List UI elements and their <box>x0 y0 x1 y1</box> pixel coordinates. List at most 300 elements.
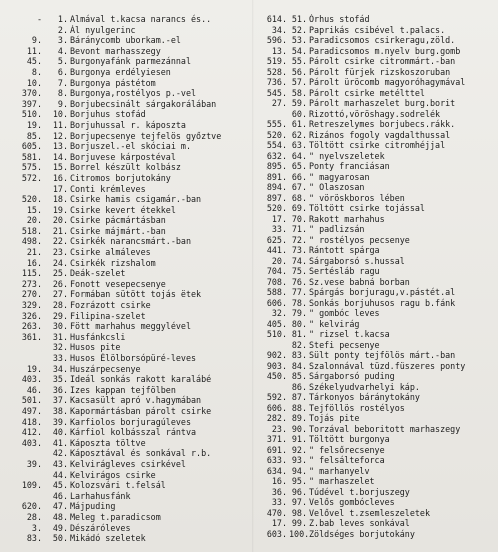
item-number: 54. <box>291 45 307 56</box>
list-item <box>2 268 254 279</box>
item-number: 80. <box>291 318 307 329</box>
list-item <box>255 308 498 319</box>
list-item <box>255 455 498 466</box>
dish-name: Párolt fürjek rizskoszoruban <box>309 66 451 77</box>
recipe-page-number: 708. <box>266 276 287 287</box>
recipe-page-number: 27. <box>271 98 287 108</box>
list-item <box>2 14 254 25</box>
list-item <box>2 131 254 142</box>
recipe-page-number: 17. <box>271 518 287 528</box>
item-number: 44. <box>52 469 68 480</box>
recipe-page-number: 528. <box>266 66 287 77</box>
item-number: 56. <box>291 66 307 77</box>
item-number: 48. <box>52 511 68 522</box>
dish-name: Rizános fogoly vagdalthussal <box>309 129 451 140</box>
recipe-page-number: 412. <box>21 427 42 438</box>
item-number: 50. <box>52 533 68 544</box>
list-item <box>255 277 498 288</box>
dish-name: Sonkás borjuhusos ragu b.fánk <box>309 297 456 308</box>
recipe-page-number: 572. <box>21 172 42 183</box>
list-item <box>2 78 254 89</box>
item-number: 65. <box>291 161 307 171</box>
item-number: 100. <box>289 528 310 539</box>
list-item <box>2 512 254 523</box>
dish-name: Rizottó,vöröshagy.sodrelék <box>309 108 441 119</box>
list-item <box>255 140 498 151</box>
recipe-page-number: 519. <box>266 56 287 66</box>
list-item <box>255 245 498 256</box>
item-number: 42. <box>52 448 68 459</box>
recipe-page-number: 371. <box>266 434 287 444</box>
item-number: 20. <box>52 215 68 226</box>
dish-name: Csirke májmárt.-ban <box>70 225 166 236</box>
dish-name: Conti krémleves <box>70 183 146 194</box>
list-item <box>255 130 498 141</box>
item-number: 15. <box>52 162 68 173</box>
item-number: 96. <box>291 486 307 497</box>
dish-name: Velős gombócleves <box>309 497 395 507</box>
recipe-page-number: 625. <box>266 234 287 245</box>
list-item <box>255 487 498 498</box>
list-item <box>255 298 498 309</box>
item-number: 73. <box>291 245 307 255</box>
recipe-page-number: 470. <box>266 507 287 518</box>
list-item <box>2 67 254 78</box>
dish-name: Deák-szelet <box>70 268 126 279</box>
dish-name: Borjuhus stofád <box>70 109 146 120</box>
dish-name: " felsőrecsenye <box>309 444 385 455</box>
item-number: 21. <box>52 225 68 236</box>
list-item <box>255 434 498 445</box>
item-number: 19. <box>52 204 68 215</box>
recipe-page-number: 633. <box>266 455 287 465</box>
recipe-page-number: 405. <box>266 318 287 329</box>
item-number: 11. <box>52 119 68 130</box>
dish-name: Burgonya erdélyiesen <box>70 66 171 77</box>
dish-name: Sárgaborsó puding <box>309 371 395 381</box>
recipe-page-number: 11. <box>26 45 42 56</box>
list-item <box>255 497 498 508</box>
item-number: 16. <box>52 172 68 183</box>
list-item <box>2 247 254 258</box>
list-item <box>2 152 254 163</box>
list-item <box>2 141 254 152</box>
recipe-page-number: 555. <box>266 119 287 129</box>
list-item <box>2 459 254 470</box>
list-item <box>255 182 498 193</box>
recipe-page-number: 403. <box>21 374 42 385</box>
dish-name: Töltött csirke citromhéjjal <box>309 140 446 150</box>
dish-name: Borjupecsenye tejfelös győztve <box>70 130 222 141</box>
item-number: 52. <box>291 24 307 35</box>
item-number: 18. <box>52 194 68 205</box>
list-item <box>2 88 254 99</box>
dish-name: Larhahusfánk <box>70 490 131 501</box>
item-number: 68. <box>291 192 307 203</box>
item-number: 28. <box>52 300 68 311</box>
list-item <box>2 533 254 544</box>
item-number: 37. <box>52 395 68 406</box>
dish-name: Tárkonyos báránytokány <box>309 392 420 402</box>
recipe-page-number: 23. <box>271 423 287 434</box>
item-number: 81. <box>291 329 307 339</box>
dish-name: Csirke almáleves <box>70 247 151 258</box>
dish-name: Burgonyafánk parmezánnal <box>70 56 192 67</box>
item-number: 3. <box>57 35 68 46</box>
dish-name: Bevont marhasszegy <box>70 45 161 56</box>
dish-name: " vöröskboros lében <box>309 192 405 203</box>
item-number: 10. <box>52 109 68 120</box>
item-number: 72. <box>291 234 307 245</box>
dish-name: Sertésláb ragu <box>309 266 380 276</box>
item-number: 14. <box>52 151 68 162</box>
list-item <box>255 98 498 109</box>
recipe-page-number: 606. <box>266 402 287 413</box>
item-number: 78. <box>291 297 307 308</box>
list-item <box>255 266 498 277</box>
dish-name: Báránycomb uborkam.-el <box>70 35 181 46</box>
dish-name: Borjubecsinált sárgakorálában <box>70 98 217 109</box>
dish-name: " gombóc leves <box>309 308 380 318</box>
list-item <box>2 448 254 459</box>
list-item <box>255 466 498 477</box>
recipe-page-number: 28. <box>26 511 42 522</box>
list-item <box>2 427 254 438</box>
list-item <box>255 319 498 330</box>
dish-name: Párolt csirke citrommárt.-ban <box>309 56 456 66</box>
dish-name: " marhanyelv <box>309 465 370 476</box>
item-number: 25. <box>52 268 68 279</box>
item-number: 83. <box>291 350 307 360</box>
list-item <box>2 194 254 205</box>
dish-name: Tojás pite <box>309 413 360 423</box>
dish-name: Huszárpecsenye <box>70 363 141 374</box>
recipe-page-number: 16. <box>26 257 42 268</box>
dish-name: " magyarosan <box>309 171 370 182</box>
recipe-page-number: 497. <box>21 405 42 416</box>
dish-name: Paprikás csibével t.palacs. <box>309 24 446 35</box>
item-number: 40. <box>52 427 68 438</box>
recipe-page-number: 45. <box>26 56 42 67</box>
recipe-page-number: 39. <box>26 458 42 469</box>
dish-name: " kelvirág <box>309 318 360 329</box>
right-column <box>255 14 498 539</box>
item-number: 2. <box>57 24 68 35</box>
list-item <box>255 529 498 540</box>
dish-name: Borrel készült kolbász <box>70 162 181 173</box>
dish-name: Karfiolos borjuragúleves <box>70 416 192 427</box>
recipe-page-number: 450. <box>266 371 287 381</box>
recipe-page-number: 520. <box>266 203 287 213</box>
item-number: 36. <box>52 384 68 395</box>
list-item <box>255 329 498 340</box>
list-item <box>2 215 254 226</box>
recipe-page-number: 403. <box>21 437 42 448</box>
item-number: 30. <box>52 321 68 332</box>
recipe-page-number: 895. <box>266 161 287 171</box>
item-number: 23. <box>52 247 68 258</box>
recipe-page-number: 32. <box>271 308 287 318</box>
item-number: 12. <box>52 130 68 141</box>
dish-name: Filipina-szelet <box>70 310 146 321</box>
recipe-page-number: 498. <box>21 236 42 247</box>
recipe-page-number: 36. <box>271 486 287 497</box>
recipe-page-number: 894. <box>266 182 287 192</box>
list-item <box>255 235 498 246</box>
list-item <box>2 491 254 502</box>
list-item <box>2 353 254 364</box>
recipe-page-number: 20. <box>271 255 287 266</box>
recipe-page-number: 441. <box>266 245 287 255</box>
list-item <box>255 109 498 120</box>
item-number: 55. <box>291 56 307 66</box>
list-item <box>2 321 254 332</box>
item-number: 31. <box>52 331 68 342</box>
dish-name: Paradicsomos m.nyelv burg.gomb <box>309 45 461 56</box>
recipe-page-number: 592. <box>266 392 287 402</box>
item-number: 8. <box>57 88 68 99</box>
item-number: 51. <box>291 14 307 24</box>
dish-name: Párolt csirke metélttel <box>309 87 425 98</box>
list-item <box>2 395 254 406</box>
list-item <box>2 226 254 237</box>
list-item <box>255 25 498 36</box>
item-number: 53. <box>291 35 307 45</box>
item-number: 38. <box>52 405 68 416</box>
list-item <box>2 523 254 534</box>
recipe-page-number: 520. <box>21 194 42 205</box>
item-number: 5. <box>57 56 68 67</box>
dish-name: Ál nyulgerinc <box>70 24 136 35</box>
dish-name: Csirkék rizshalom <box>70 257 156 268</box>
recipe-page-number: 85. <box>26 130 42 141</box>
list-item <box>2 289 254 300</box>
dish-name: Rakott marhahus <box>309 213 385 224</box>
recipe-page-number: 16. <box>271 476 287 486</box>
recipe-page-number: 632. <box>266 150 287 161</box>
list-item <box>255 256 498 267</box>
dish-name: Fonott vesepecsenye <box>70 278 166 289</box>
dish-name: Csirke hamis csigamár.-ban <box>70 194 202 205</box>
list-item <box>255 14 498 25</box>
recipe-page-number: 510. <box>266 329 287 339</box>
item-number: 32. <box>52 342 68 353</box>
dish-name: Formában sütött tojás ëtek <box>70 289 202 300</box>
list-item <box>2 56 254 67</box>
dish-name: Párolt üröcomb magyoróhagymával <box>309 77 466 87</box>
list-item <box>255 172 498 183</box>
dish-name: Borjuhussal r. káposzta <box>70 119 186 130</box>
list-item <box>255 224 498 235</box>
item-number: 7. <box>57 77 68 88</box>
dish-name: Sült ponty tejfölös márt.-ban <box>309 350 456 360</box>
item-number: 59. <box>291 98 307 108</box>
dish-name: " rostélyos pecsenye <box>309 234 410 245</box>
dish-name: Burgonya pástétom <box>70 77 156 88</box>
list-item <box>2 258 254 269</box>
list-item <box>255 350 498 361</box>
list-item <box>255 476 498 487</box>
list-item <box>255 508 498 519</box>
dish-name: Sz.vese babná borban <box>309 276 410 287</box>
dish-name: Stefi pecsenye <box>309 339 380 350</box>
dish-name: Fozrázott csirke <box>70 300 151 311</box>
item-number: 63. <box>291 140 307 150</box>
recipe-page-number: 282. <box>266 413 287 423</box>
dish-name: " nyelvszeletek <box>309 150 385 161</box>
list-item <box>255 77 498 88</box>
list-item <box>2 205 254 216</box>
dish-name: Túdével t.borjuszegy <box>309 486 410 497</box>
recipe-page-number: 46. <box>26 384 42 395</box>
item-number: 66. <box>291 171 307 182</box>
item-number: 84. <box>291 360 307 371</box>
dish-name: Csirke pácmártásban <box>70 215 166 226</box>
item-number: 64. <box>291 150 307 161</box>
item-number: 92. <box>291 444 307 455</box>
item-number: 91. <box>291 434 307 444</box>
item-number: 46. <box>52 490 68 501</box>
dish-name: Mikádó szeletek <box>70 533 146 544</box>
recipe-page-number: 326. <box>21 310 42 321</box>
item-number: 24. <box>52 257 68 268</box>
list-item <box>255 193 498 204</box>
list-item <box>2 364 254 375</box>
list-item <box>255 361 498 372</box>
list-item <box>2 342 254 353</box>
dish-name: Fött marhahus meggylével <box>70 321 192 332</box>
item-number: 43. <box>52 458 68 469</box>
list-item <box>255 445 498 456</box>
list-item <box>255 382 498 393</box>
recipe-page-number: 581. <box>21 151 42 162</box>
dish-name: Izes kappan tejfölben <box>70 384 176 395</box>
list-item <box>2 332 254 343</box>
list-item <box>2 374 254 385</box>
list-item <box>255 67 498 78</box>
list-item <box>255 35 498 46</box>
recipe-page-number: 33. <box>271 224 287 234</box>
dish-name: Velővel t.zsemleszeletek <box>309 507 431 518</box>
list-item <box>2 162 254 173</box>
item-number: 33. <box>52 353 68 363</box>
list-item <box>255 424 498 435</box>
list-item <box>2 109 254 120</box>
item-number: 34. <box>52 363 68 374</box>
item-number: 88. <box>291 402 307 413</box>
dish-name: Kelvirágleves csirkével <box>70 458 186 469</box>
list-item <box>255 287 498 298</box>
dish-name: Csirkék narancsmárt.-ban <box>70 236 192 247</box>
recipe-page-number: 370. <box>21 88 42 99</box>
item-number: 94. <box>291 465 307 476</box>
recipe-page-number: 33. <box>271 497 287 507</box>
dish-name: " padlizsán <box>309 224 365 234</box>
item-number: 74. <box>291 255 307 266</box>
item-number: 60. <box>291 108 307 119</box>
dish-name: Husos pite <box>70 342 121 353</box>
recipe-page-number: 891. <box>266 171 287 182</box>
dish-name: Ideál sonkás rakott karalábé <box>70 374 212 385</box>
recipe-page-number: 13. <box>271 45 287 56</box>
item-number: 45. <box>52 480 68 491</box>
dish-name: Kapormártásban párolt csirke <box>70 405 212 416</box>
dish-name: Kacsasült apró v.hagymában <box>70 395 202 406</box>
recipe-page-number: 263. <box>21 321 42 332</box>
list-item <box>255 371 498 382</box>
dish-name: Tejföllös rostélyos <box>309 402 405 413</box>
dish-name: Burgonya,rostélyos p.-vel <box>70 88 197 99</box>
list-item <box>255 403 498 414</box>
dish-name: Z.bab leves sonkával <box>309 518 410 528</box>
list-item <box>255 392 498 403</box>
recipe-page-number: 903. <box>266 360 287 371</box>
dish-name: Husfánkcsli <box>70 331 126 342</box>
recipe-page-number: 109. <box>21 480 42 491</box>
item-number: 90. <box>291 423 307 434</box>
dish-name: Csirke kevert étekkel <box>70 204 176 215</box>
list-item <box>2 417 254 428</box>
item-number: 95. <box>291 476 307 486</box>
dish-name: Torzával beboritott marhaszegy <box>309 423 461 434</box>
dish-name: Rántott spárga <box>309 245 380 255</box>
dish-name: Párolt marhaszelet burg.borit <box>309 98 456 108</box>
list-item <box>2 173 254 184</box>
item-number: 93. <box>291 455 307 465</box>
dish-name: Borjuvese kárpostéval <box>70 151 176 162</box>
recipe-page-number: 605. <box>21 141 42 152</box>
item-number: 26. <box>52 278 68 289</box>
recipe-page-number: 634. <box>266 465 287 476</box>
item-number: 35. <box>52 374 68 385</box>
list-item <box>2 438 254 449</box>
recipe-page-number: 620. <box>21 501 42 512</box>
recipe-page-number: 614. <box>266 14 287 24</box>
recipe-page-number: 554. <box>266 140 287 150</box>
recipe-page-number: 273. <box>21 278 42 289</box>
dish-name: " marhaszelet <box>309 476 375 486</box>
list-item <box>2 385 254 396</box>
list-item <box>2 279 254 290</box>
recipe-page-number: 518. <box>21 225 42 236</box>
item-number: 77. <box>291 287 307 297</box>
list-item <box>255 56 498 67</box>
recipe-page-number: 270. <box>21 289 42 300</box>
item-number: 85. <box>291 371 307 381</box>
dish-name: Töltött csirke tojással <box>309 203 425 213</box>
recipe-page-number: 8. <box>31 66 42 77</box>
recipe-page-number: 736. <box>266 77 287 87</box>
dish-name: Májpuding <box>70 501 116 512</box>
item-number: 17. <box>52 183 68 194</box>
item-number: 13. <box>52 141 68 152</box>
list-item <box>2 470 254 481</box>
list-item <box>255 119 498 130</box>
item-number: 47. <box>52 501 68 512</box>
list-item <box>255 46 498 57</box>
recipe-page-number: 596. <box>266 35 287 45</box>
item-number: 49. <box>52 522 68 533</box>
list-item <box>2 311 254 322</box>
recipe-page-number: 83. <box>26 533 42 544</box>
list-item <box>255 161 498 172</box>
list-item <box>2 120 254 131</box>
item-number: 86. <box>291 381 307 392</box>
recipe-page-number: 691. <box>266 444 287 455</box>
item-number: 4. <box>57 45 68 56</box>
list-item <box>2 184 254 195</box>
dish-name: Szalonnával tüzd.füszeres ponty <box>309 360 466 371</box>
